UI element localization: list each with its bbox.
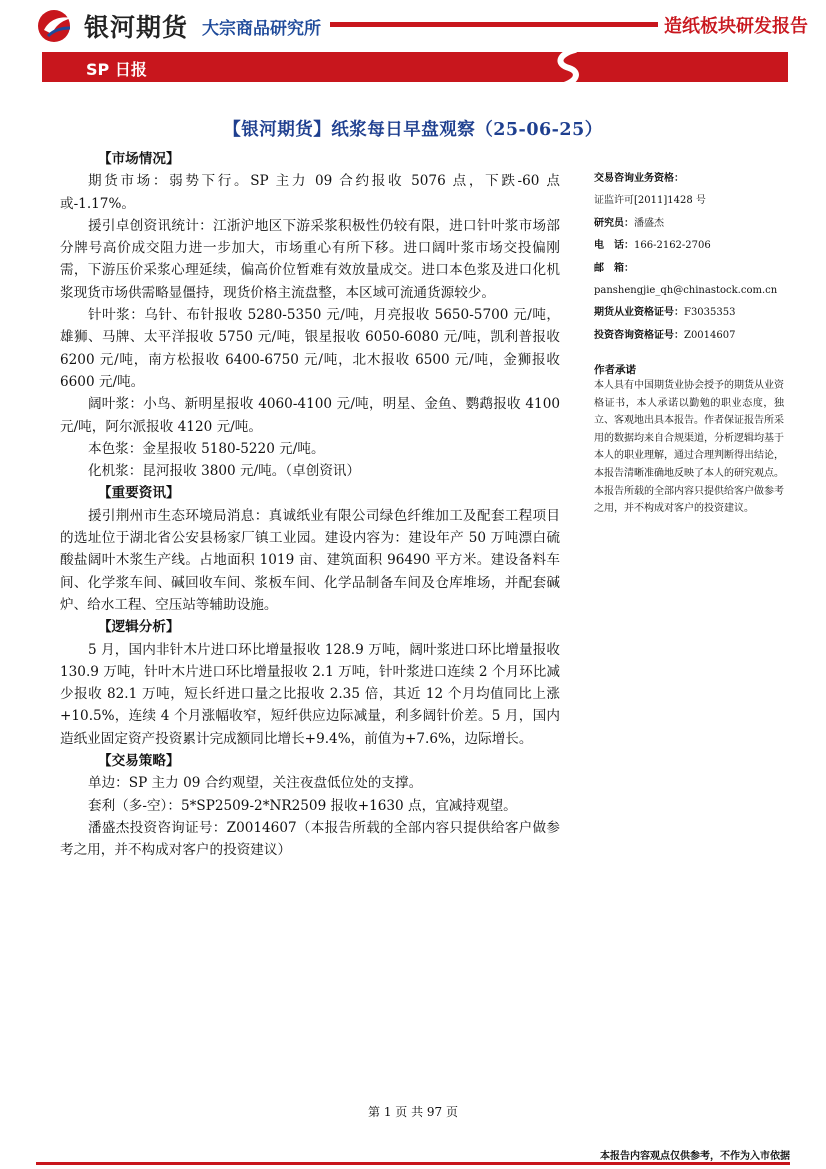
band-label: SP 日报	[86, 60, 147, 79]
researcher-label: 研究员：	[594, 217, 634, 229]
paragraph: 本色浆：金星报收 5180-5220 元/吨。	[88, 440, 325, 457]
phone-label: 电 话：	[594, 240, 634, 252]
paragraph: 5 月，国内非针木片进口环比增量报收 128.9 万吨，阔叶浆进口环比增量报收 130.9 万吨，针叶木片进口环比增量报收 2.1 万吨，针叶浆进口连续 2 个月环比减少报收 82.1 万吨，短长纤进口量之比报收 2.35 倍，其近 12 个月均值同比上涨+10.5%，连续 4 个月涨幅收窄，短纤供应边际减量，利多阔针价差。5 月，国内造纸业固定资产投资累计完成额同比增长+9.4%，前值为+7.6%，边际增长。	[60, 641, 560, 747]
email-address[interactable]: panshengjie_qh@chinastock.com.cn	[594, 284, 778, 296]
report-header	[0, 0, 826, 90]
sidebar-contact	[594, 168, 784, 347]
paragraph: 针叶浆：乌针、布针报收 5280-5350 元/吨，月亮报收 5650-5700 元/吨，雄狮、马牌、太平洋报收 5750 元/吨，银星报收 6050-6080 元/吨，凯利普报收 6200 元/吨，南方松报收 6400-6750 元/吨，北木报收 6500 元/吨，金狮报收 6600 元/吨。	[60, 307, 560, 390]
futures-cert-label: 期货从业资格证号：	[594, 307, 684, 319]
report-band	[42, 52, 788, 82]
section-heading: 【市场情况】	[98, 151, 180, 167]
section-heading: 【逻辑分析】	[98, 619, 180, 636]
report-title: 【银河期货】纸浆每日早盘观察（25-06-25）	[223, 120, 603, 140]
researcher-name: 潘盛杰	[634, 217, 664, 229]
section-heading: 【重要资讯】	[98, 485, 180, 502]
paragraph: 阔叶浆：小鸟、新明星报收 4060-4100 元/吨，明星、金鱼、鹦鹉报收 4100 元/吨，阿尔派报收 4120 元/吨。	[60, 396, 560, 435]
company-name: 银河期货	[84, 13, 189, 42]
phone-number: 166-2162-2706	[634, 240, 711, 252]
report-type: 造纸板块研发报告	[664, 16, 808, 37]
paragraph: 潘盛杰投资咨询证号：Z0014607（本报告所载的全部内容只提供给客户做参考之用，并不构成对客户的投资建议）	[60, 819, 560, 859]
disclaimer-note: 本报告内容观点仅供参考，不作为入市依据	[600, 1151, 790, 1162]
invest-cert-number: Z0014607	[684, 329, 736, 341]
futures-cert-number: F3035353	[684, 307, 736, 319]
section-heading: 【交易策略】	[98, 753, 180, 770]
report-body	[60, 148, 560, 862]
paragraph: 套利（多-空）：5*SP2509-2*NR2509 报收+1630 点，宜减持观望。	[88, 797, 517, 814]
email-label: 邮 箱：	[594, 262, 634, 274]
institute-name: 大宗商品研究所	[202, 19, 321, 39]
qualification-title: 交易咨询业务资格：	[594, 173, 684, 184]
paragraph: 期货市场：弱势下行。SP 主力 09 合约报收 5076 点，下跌-60 点或-1.17%。	[60, 173, 560, 212]
paragraph: 单边：SP 主力 09 合约观望，关注夜盘低位处的支撑。	[88, 775, 423, 792]
swoosh-icon	[545, 46, 595, 90]
paragraph: 援引荆州市生态环境局消息：真诚纸业有限公司绿色纤维加工及配套工程项目的选址位于湖北省公安县杨家厂镇工业园。建设内容为：建设年产 50 万吨漂白硫酸盐阔叶木浆生产线。占地面积 1019 亩、建筑面积 96490 平方米。建设备料车间、化学浆车间、碱回收车间、浆板车间、化学品制备车间及仓库堆场，并配套碱炉、给水工程、空压站等辅助设施。	[60, 507, 560, 613]
paragraph: 化机浆：昆河报收 3800 元/吨。（卓创资讯）	[88, 463, 361, 480]
license-number: 证监许可[2011]1428 号	[594, 195, 706, 207]
header-rule	[330, 22, 658, 27]
pledge-text: 本人具有中国期货业协会授予的期货从业资格证书，本人承诺以勤勉的职业态度，独立、客观地出具本报告。作者保证报告所采用的数据均来自合规渠道，分析逻辑均基于本人的职业理解，通过合理判断得出结论，本报告清晰准确地反映了本人的研究观点。本报告所载的全部内容只提供给客户做参考之用，并不构成对客户的投资建议。	[594, 380, 784, 515]
page-number: 第 1 页 共 97 页	[368, 1105, 458, 1119]
invest-cert-label: 投资咨询资格证号：	[594, 329, 684, 341]
pledge-heading: 作者承诺	[594, 364, 636, 376]
paragraph: 援引卓创资讯统计：江浙沪地区下游采浆积极性仍较有限，进口针叶浆市场部分牌号高价成交阻力进一步加大，市场重心有所下移。进口阔叶浆市场交投偏刚需，下游压价采浆心理延续，偏高价位暂难有效放量成交。进口本色浆及进口化机浆现货市场供需略显僵持，现货价格主流盘整，本区域可流通货源较少。	[60, 217, 560, 301]
footer-rule	[36, 1162, 790, 1165]
galaxy-logo-icon	[36, 8, 76, 44]
